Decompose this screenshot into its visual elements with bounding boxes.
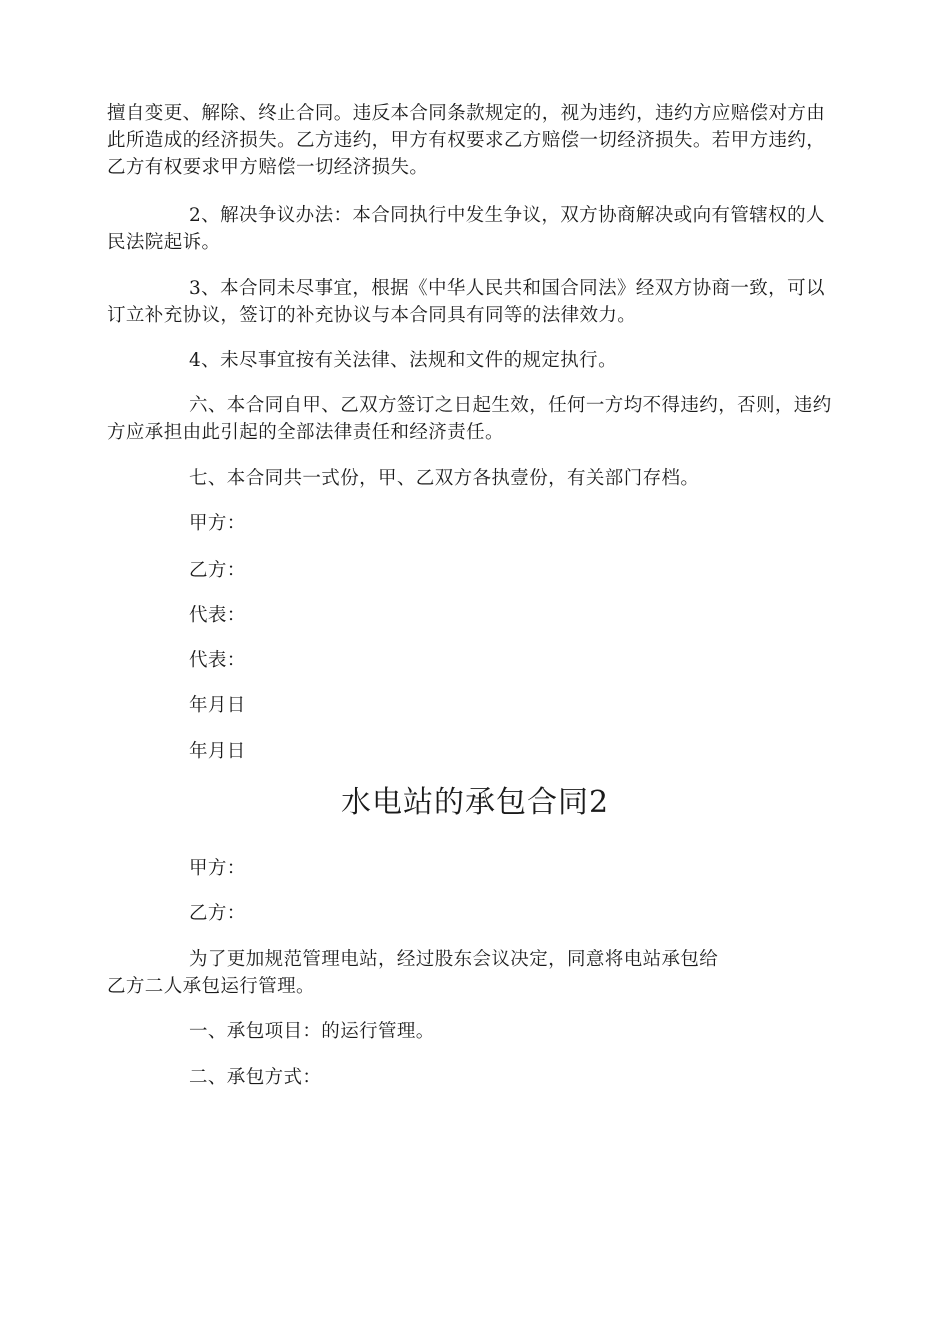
header-party-b: 乙方： (189, 903, 246, 924)
paragraph-dispute-resolution: 2、解决争议办法：本合同执行中发生争议，双方协商解决或向有管辖权的人民法院起诉。 (107, 205, 825, 253)
paragraph-effective-date: 六、本合同自甲、乙双方签订之日起生效，任何一方均不得违约，否则，违约方应承担由此引起的全部法律责任和经济责任。 (107, 395, 832, 443)
signature-date-a: 年月日 (189, 695, 246, 716)
section-contract-method: 二、承包方式： (189, 1067, 322, 1088)
signature-representative-a: 代表： (189, 605, 246, 626)
paragraph-supplementary-agreement: 3、本合同未尽事宜，根据《中华人民共和国合同法》经双方协商一致，可以订立补充协议，签订的补充协议与本合同具有同等的法律效力。 (107, 278, 825, 326)
paragraph-other-matters: 4、未尽事宜按有关法律、法规和文件的规定执行。 (189, 350, 617, 371)
paragraph-copies: 七、本合同共一式份，甲、乙双方各执壹份，有关部门存档。 (189, 468, 700, 489)
signature-date-b: 年月日 (189, 741, 246, 762)
header-party-a: 甲方： (189, 858, 246, 879)
paragraph-breach-clause: 擅自变更、解除、终止合同。违反本合同条款规定的，视为违约，违约方应赔偿对方由此所造成的经济损失。乙方违约，甲方有权要求乙方赔偿一切经济损失。若甲方违约，乙方有权要求甲方赔偿一切经济损失。 (107, 103, 826, 178)
paragraph-preamble: 为了更加规范管理电站，经过股东会议决定，同意将电站承包给乙方二人承包运行管理。 (107, 949, 719, 997)
document-title: 水电站的承包合同2 (340, 785, 610, 820)
signature-party-b: 乙方： (189, 560, 246, 581)
section-contract-project: 一、承包项目：的运行管理。 (189, 1021, 435, 1042)
signature-party-a: 甲方： (189, 513, 246, 534)
signature-representative-b: 代表： (189, 650, 246, 671)
